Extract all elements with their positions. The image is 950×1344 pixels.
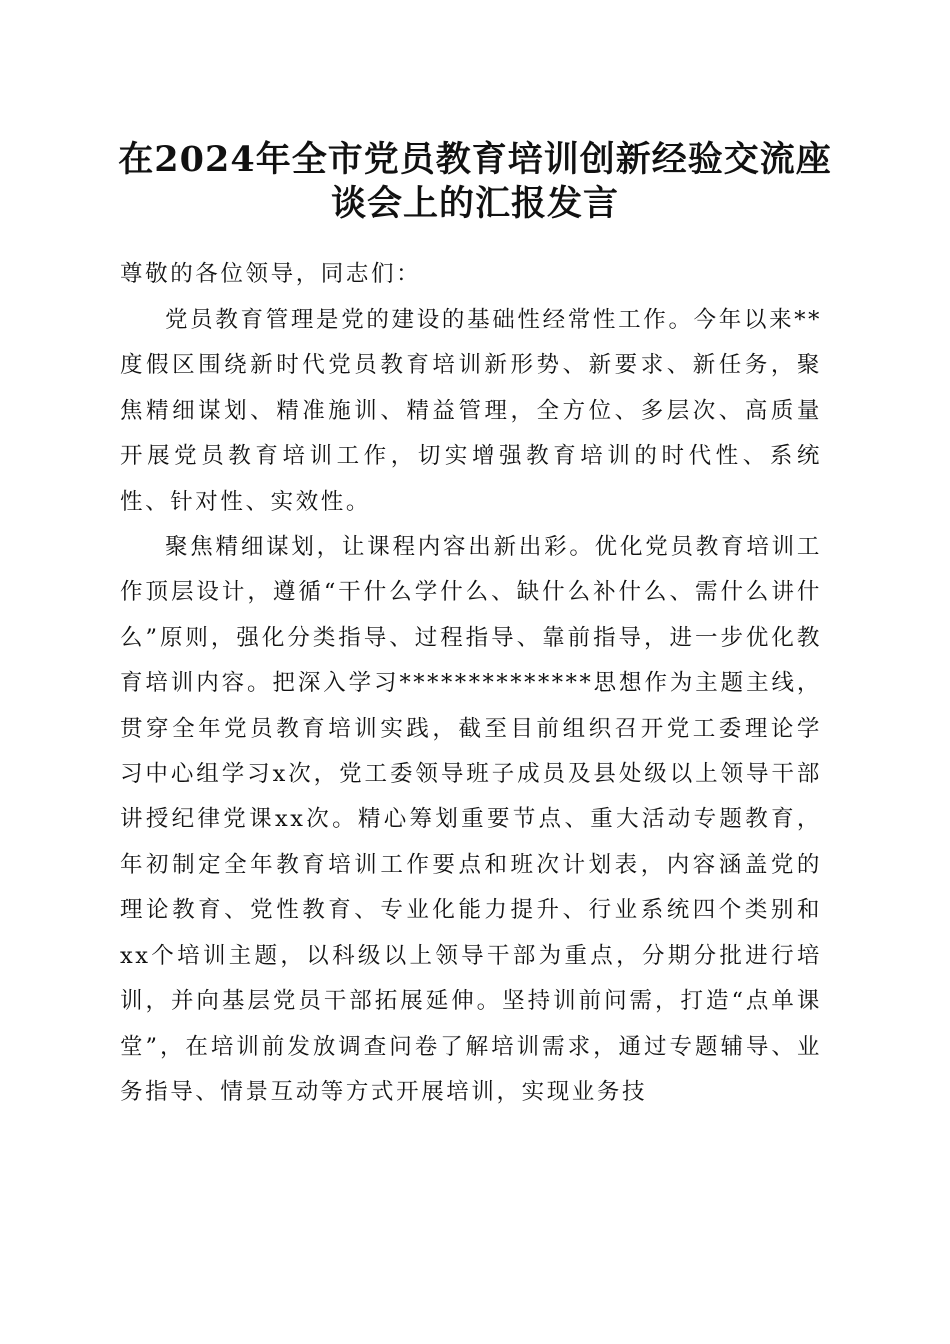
document-title [110, 138, 840, 226]
title-line-2: 谈会上的汇报发言 [330, 183, 619, 224]
title-line-1: 在2024年全市党员教育培训创新经验交流座 [118, 139, 832, 180]
salutation: 尊敬的各位领导，同志们： [120, 261, 422, 287]
paragraph-intro: 党员教育管理是党的建设的基础性经常性工作。今年以来**度假区围绕新时代党员教育培训新形势、新要求、新任务，聚焦精细谋划、精准施训、精益管理，全方位、多层次、高质量开展党员教育培训工作，切实增强教育培训的时代性、系统性、针对性、实效性。 [120, 307, 822, 515]
document-body [120, 250, 822, 1115]
paragraph-curriculum: 聚焦精细谋划，让课程内容出新出彩。优化党员教育培训工作顶层设计，遵循“干什么学什么、缺什么补什么、需什么讲什么”原则，强化分类指导、过程指导、靠前指导，进一步优化教育培训内容。把深入学习**************思想作为主题主线，贯穿全年党员教育培训实践，截至目前组织召开党工委理论学习中心组学习x次，党工委领导班子成员及县处级以上领导干部讲授纪律党课xx次。精心筹划重要节点、重大活动专题教育，年初制定全年教育培训工作要点和班次计划表，内容涵盖党的理论教育、党性教育、专业化能力提升、行业系统四个类别和xx个培训主题，以科级以上领导干部为重点，分期分批进行培训，并向基层党员干部拓展延伸。坚持训前问需，打造“点单课堂”，在培训前发放调查问卷了解培训需求，通过专题辅导、业务指导、情景互动等方式开展培训，实现业务技 [120, 534, 822, 1105]
